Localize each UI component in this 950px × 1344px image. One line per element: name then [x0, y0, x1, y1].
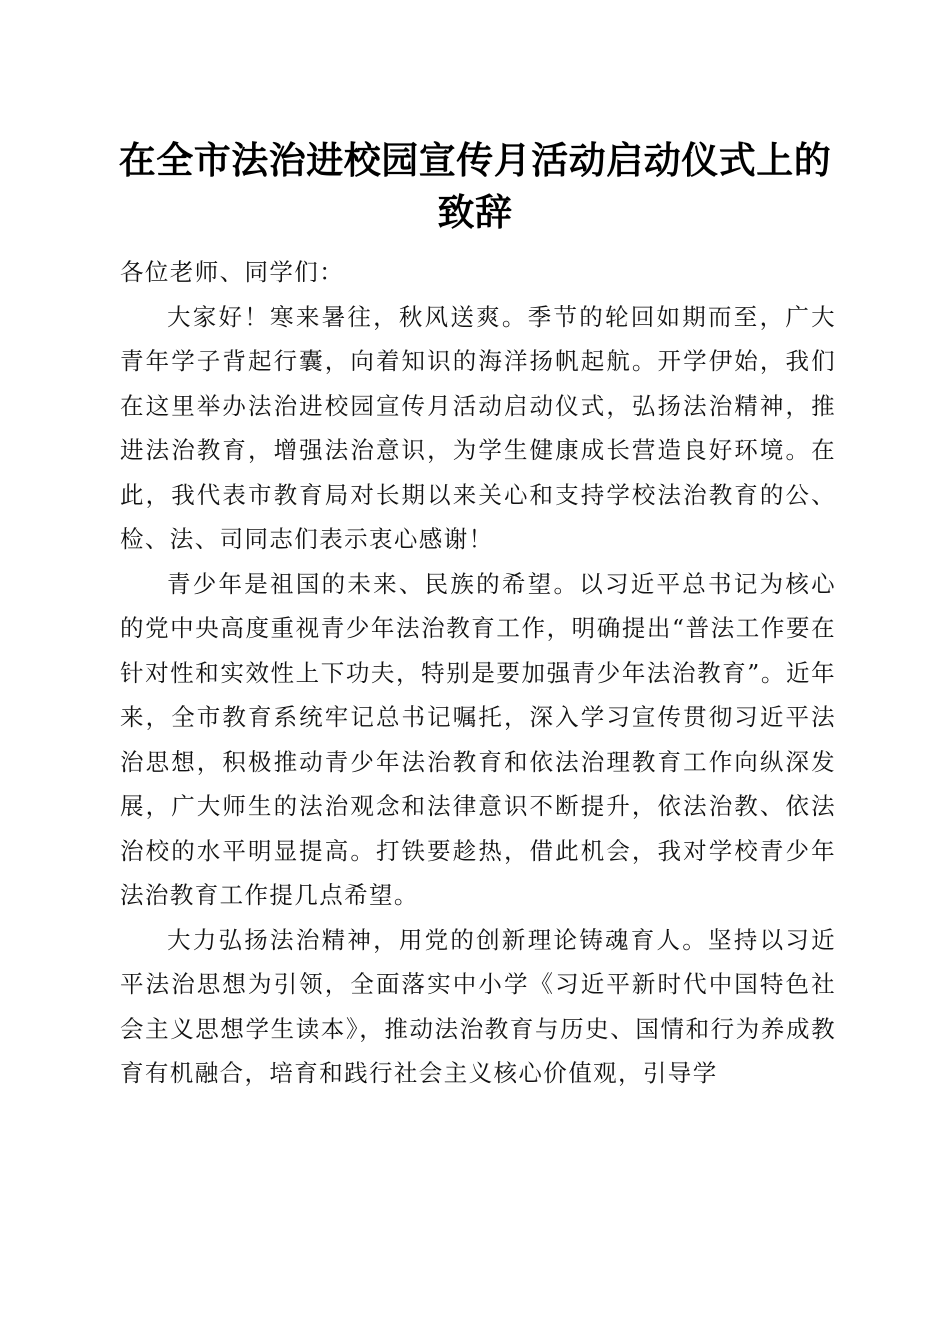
paragraph-3: 大力弘扬法治精神，用党的创新理论铸魂育人。坚持以习近平法治思想为引领，全面落实中小学《习近平新时代中国特色社会主义思想学生读本》，推动法治教育与历史、国情和行为养成教育有机融合，培育和践行社会主义核心价值观，引导学 — [120, 925, 836, 1087]
salutation: 各位老师、同学们： — [120, 258, 345, 286]
paragraph-1: 大家好！寒来暑往，秋风送爽。季节的轮回如期而至，广大青年学子背起行囊，向着知识的海洋扬帆起航。开学伊始，我们在这里举办法治进校园宣传月活动启动仪式，弘扬法治精神，推进法治教育，增强法治意识，为学生健康成长营造良好环境。在此，我代表市教育局对长期以来关心和支持学校法治教育的公、检、法、司同志们表示衷心感谢！ — [120, 302, 836, 553]
document-title: 在全市法治进校园宣传月活动启动仪式上的致辞 — [118, 138, 832, 234]
paragraph-2: 青少年是祖国的未来、民族的希望。以习近平总书记为核心的党中央高度重视青少年法治教育工作，明确提出“普法工作要在针对性和实效性上下功夫，特别是要加强青少年法治教育”。近年来，全市教育系统牢记总书记嘱托，深入学习宣传贯彻习近平法治思想，积极推动青少年法治教育和依法治理教育工作向纵深发展，广大师生的法治观念和法律意识不断提升，依法治教、依法治校的水平明显提高。打铁要趁热，借此机会，我对学校青少年法治教育工作提几点希望。 — [120, 569, 836, 909]
document-body — [120, 250, 836, 1096]
